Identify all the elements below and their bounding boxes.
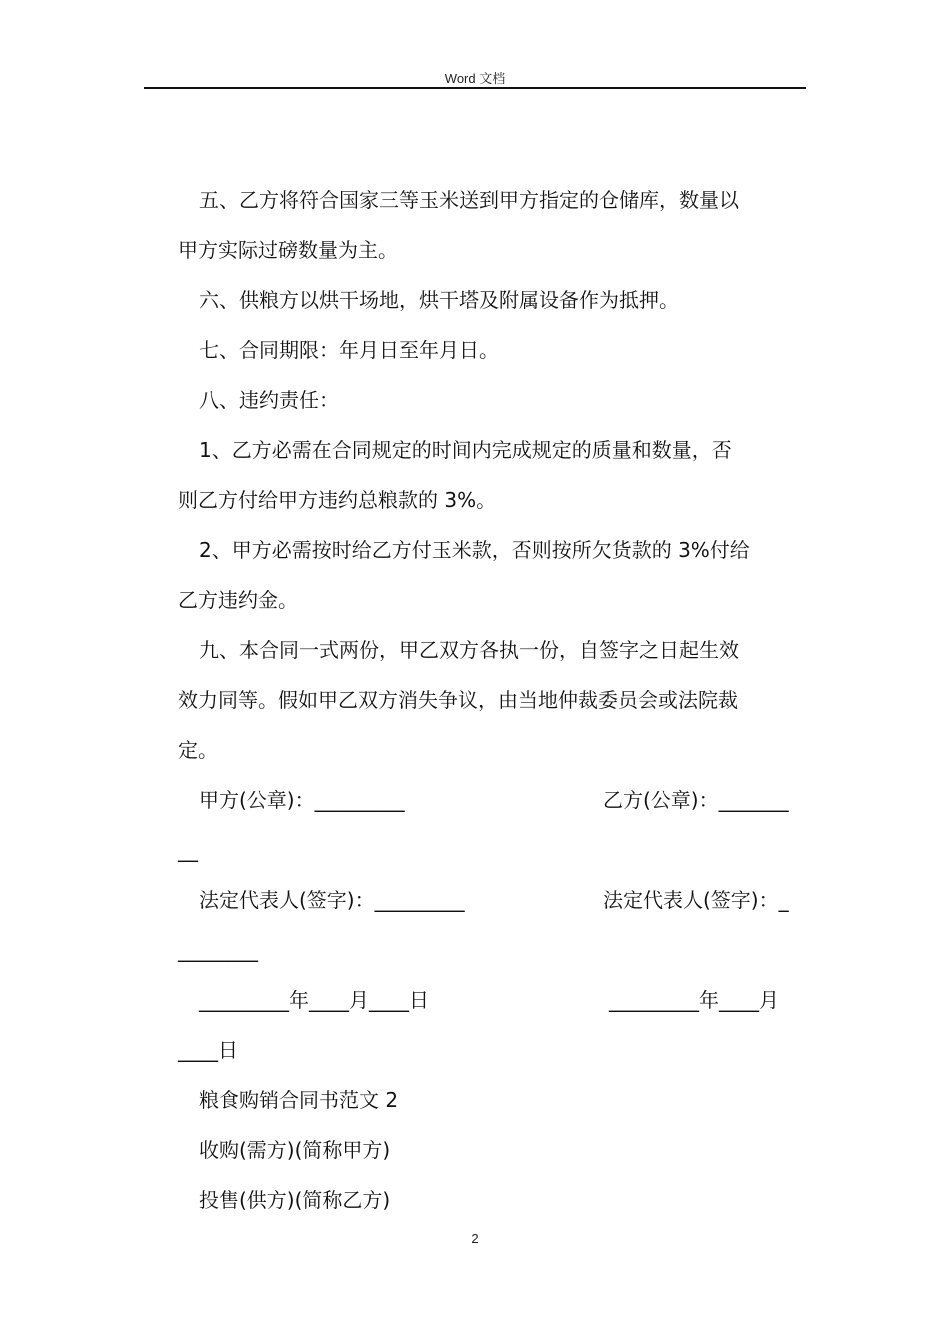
buyer-line: 收购(需方)(简称甲方) bbox=[199, 1138, 391, 1162]
page-header: Word 文档 bbox=[444, 71, 506, 86]
clause-8-1-line-2: 则乙方付给甲方违约总粮款的 3%。 bbox=[178, 488, 497, 512]
party-b-seal-line: 乙方(公章)：_______ bbox=[603, 788, 789, 812]
party-b-representative-wrap: ________ bbox=[178, 938, 258, 962]
clause-8-heading: 八、违约责任： bbox=[199, 388, 339, 412]
clause-9-line-1: 九、本合同一式两份，甲乙双方各执一份，自签字之日起生效 bbox=[199, 638, 739, 662]
party-a-date-line: _________年____月____日 bbox=[199, 988, 429, 1012]
header-rule bbox=[144, 87, 806, 89]
page-number: 2 bbox=[471, 1231, 479, 1246]
party-b-date-line: _________年____月 bbox=[609, 988, 779, 1012]
clause-9-line-2: 效力同等。假如甲乙双方消失争议，由当地仲裁委员会或法院裁 bbox=[178, 688, 738, 712]
party-b-date-wrap: ____日 bbox=[178, 1038, 238, 1062]
clause-6: 六、供粮方以烘干场地，烘干塔及附属设备作为抵押。 bbox=[199, 288, 679, 312]
clause-7: 七、合同期限：年月日至年月日。 bbox=[199, 338, 499, 362]
clause-8-1-line-1: 1、乙方必需在合同规定的时间内完成规定的质量和数量，否 bbox=[199, 438, 732, 462]
party-b-seal-wrap: __ bbox=[178, 838, 198, 862]
section-2-title: 粮食购销合同书范文 2 bbox=[199, 1088, 399, 1112]
clause-5-line-1: 五、乙方将符合国家三等玉米送到甲方指定的仓储库，数量以 bbox=[199, 188, 739, 212]
clause-8-2-line-1: 2、甲方必需按时给乙方付玉米款，否则按所欠货款的 3%付给 bbox=[199, 538, 750, 562]
clause-9-line-3: 定。 bbox=[178, 738, 218, 762]
party-b-representative-line: 法定代表人(签字)：_ bbox=[603, 888, 789, 912]
party-a-representative-line: 法定代表人(签字)：_________ bbox=[199, 888, 465, 912]
party-a-seal-line: 甲方(公章)：_________ bbox=[199, 788, 405, 812]
clause-5-line-2: 甲方实际过磅数量为主。 bbox=[178, 238, 398, 262]
clause-8-2-line-2: 乙方违约金。 bbox=[178, 588, 298, 612]
seller-line: 投售(供方)(简称乙方) bbox=[199, 1188, 391, 1212]
